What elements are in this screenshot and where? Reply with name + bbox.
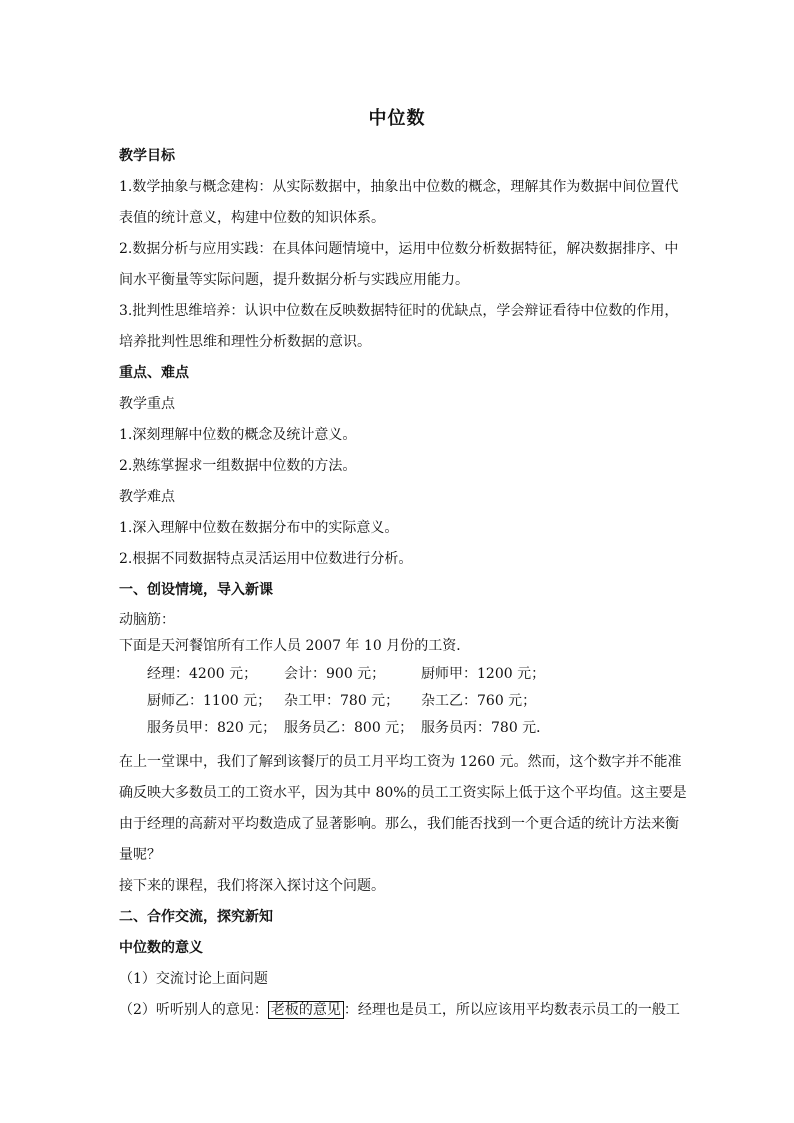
focus-item-1: 1.深刻理解中位数的概念及统计意义。 [119,427,357,443]
salary-entry: 厨师甲：1200 元； [421,666,546,682]
section-2-heading: 二、合作交流，探究新知 [119,909,273,925]
section-1-heading: 一、创设情境，导入新课 [119,582,273,598]
salary-intro: 下面是天河餐馆所有工作人员 2007 年 10 月份的工资． [119,638,471,654]
paragraph-2: 接下来的课程，我们将深入探讨这个问题。 [119,878,385,894]
salary-entry: 服务员乙：800 元； [284,720,414,736]
warmup-label: 动脑筋： [119,612,175,628]
objective-3-line-1: 3.批判性思维培养：认识中位数在反映数据特征时的优缺点，学会辩证看待中位数的作用， [119,303,679,319]
paragraph-line-1: 在上一堂课中，我们了解到该餐厅的员工月平均工资为 1260 元。然而，这个数字并不能准 [119,754,682,770]
boss-opinion-box: 老板的意见 [268,1001,344,1019]
step-2-prefix: （2）听听别人的意见： [119,1002,268,1018]
objective-1-line-2: 表值的统计意义，构建中位数的知识体系。 [119,210,385,226]
key-points-heading: 重点、难点 [119,365,189,381]
salary-entry: 经理：4200 元； [147,666,258,682]
salary-entry: 会计：900 元； [284,666,386,682]
focus-label: 教学重点 [119,396,175,412]
objective-2-line-2: 间水平衡量等实际问题，提升数据分析与实践应用能力。 [119,272,469,288]
difficulty-item-1: 1.深入理解中位数在数据分布中的实际意义。 [119,520,399,536]
salary-entry: 杂工甲：780 元； [284,693,400,709]
salary-entry: 服务员甲：820 元； [147,720,277,736]
step-2 [119,1000,680,1020]
paragraph-line-4: 量呢？ [119,847,161,863]
median-meaning-heading: 中位数的意义 [119,940,203,956]
paragraph-line-3: 由于经理的高薪对平均数造成了显著影响。那么，我们能否找到一个更合适的统计方法来衡 [119,816,679,832]
step-2-suffix: ：经理也是员工，所以应该用平均数表示员工的一般工 [343,1002,680,1018]
focus-item-2: 2.熟练掌握求一组数据中位数的方法。 [119,458,357,474]
objectives-heading: 教学目标 [119,148,175,164]
salary-entry: 厨师乙：1100 元； [147,693,272,709]
paragraph-line-2: 确反映大多数员工的工资水平，因为其中 80%的员工工资实际上低于这个平均值。这主要是 [119,785,687,801]
salary-entry: 服务员丙：780 元． [421,720,551,736]
objective-1-line-1: 1.数学抽象与概念建构：从实际数据中，抽象出中位数的概念，理解其作为数据中间位置代 [119,179,679,195]
step-1: （1）交流讨论上面问题 [119,971,268,987]
salary-entry: 杂工乙：760 元； [421,693,537,709]
difficulty-item-2: 2.根据不同数据特点灵活运用中位数进行分析。 [119,551,413,567]
objective-2-line-1: 2.数据分析与应用实践：在具体问题情境中，运用中位数分析数据特征，解决数据排序、中 [119,241,679,257]
objective-3-line-2: 培养批判性思维和理性分析数据的意识。 [119,334,371,350]
page-title: 中位数 [368,108,426,129]
difficulty-label: 教学难点 [119,489,175,505]
